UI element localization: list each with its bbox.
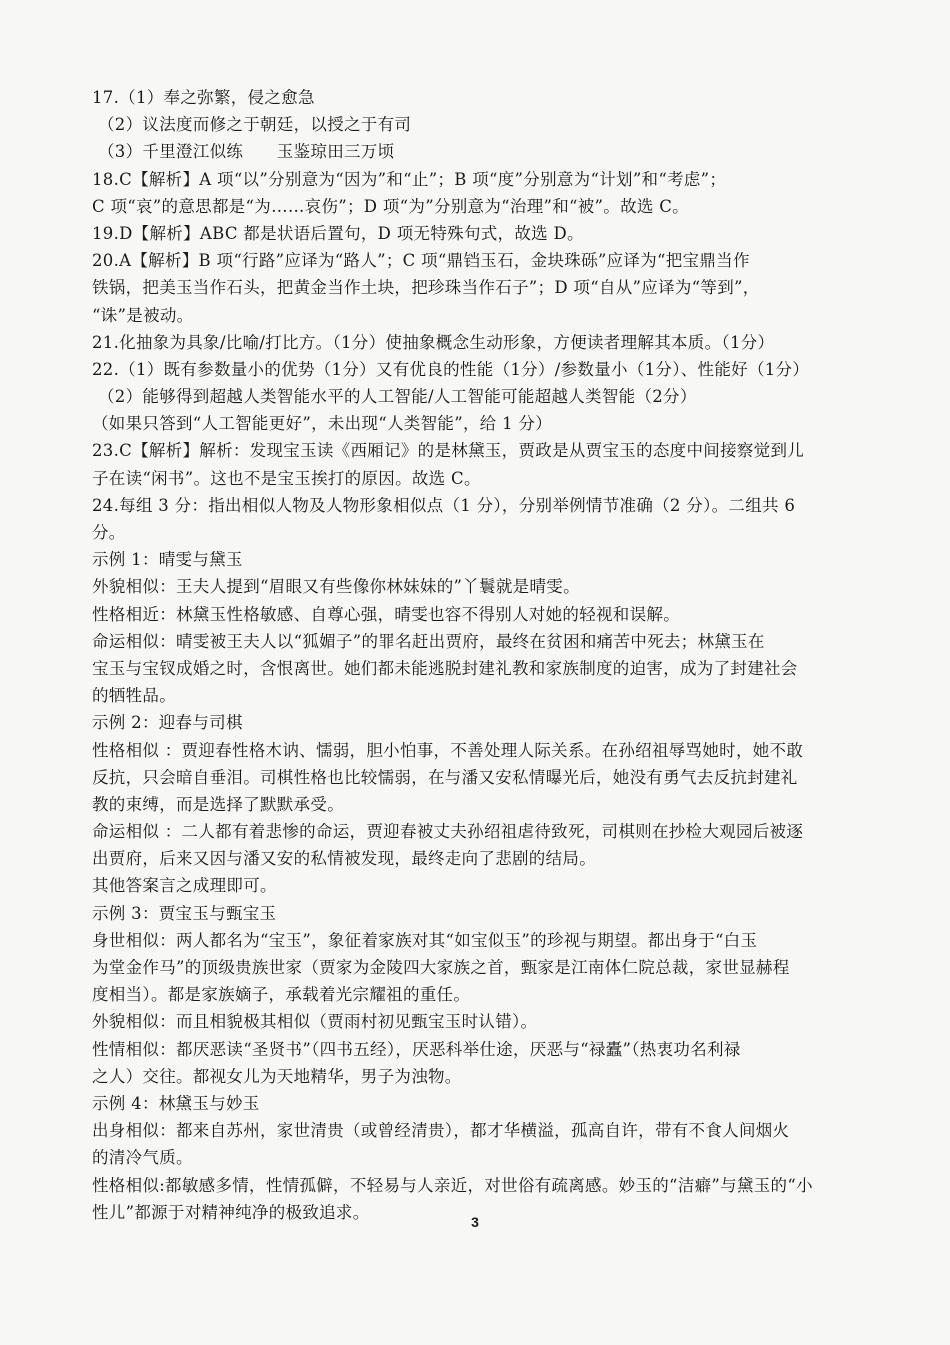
text-line: （3）千里澄江似练 玉鉴琼田三万顷 <box>98 142 395 162</box>
text-line: 示例 4：林黛玉与妙玉 <box>92 1093 260 1113</box>
text-line: 22.（1）既有参数量小的优势（1分）又有优良的性能（1分）/参数量小（1分）、性能好（1分） <box>92 359 810 379</box>
text-line: 铁锅，把美玉当作石头，把黄金当作土块，把珍珠当作石子”；D 项“自从”应译为“等到”， <box>92 278 760 298</box>
text-line: 出贾府，后来又因与潘又安的私情被发现，最终走向了悲剧的结局。 <box>92 849 596 869</box>
text-line: 外貌相似：王夫人提到“眉眼又有些像你林妹妹的”丫鬟就是晴雯。 <box>92 577 580 597</box>
text-line: 反抗，只会暗自垂泪。司棋性格也比较懦弱，在与潘又安私情曝光后，她没有勇气去反抗封建礼 <box>92 767 798 787</box>
text-line: 性格相近：林黛玉性格敏感、自尊心强，晴雯也容不得别人对她的轻视和误解。 <box>92 604 680 624</box>
text-line: 宝玉与宝钗成婚之时，含恨离世。她们都未能逃脱封建礼教和家族制度的迫害，成为了封建社会 <box>92 658 798 678</box>
text-line: 外貌相似：而且相貌极其相似（贾雨村初见甄宝玉时认错）。 <box>92 1012 538 1032</box>
text-line: 子在读“闲书”。这也不是宝玉挨打的原因。故选 C。 <box>92 468 481 488</box>
text-line: （2）议法度而修之于朝廷，以授之于有司 <box>98 115 412 135</box>
text-line: 19.D【解析】ABC 都是状语后置句，D 项无特殊句式，故选 D。 <box>92 223 584 243</box>
text-line: 示例 2：迎春与司棋 <box>92 713 243 733</box>
text-line: 之人）交往。都视女儿为天地精华，男子为浊物。 <box>92 1066 462 1086</box>
text-line: 出身相似：都来自苏州，家世清贵（或曾经清贵），都才华横溢，孤高自许，带有不食人间烟火 <box>92 1121 790 1141</box>
text-line: 性格相似:都敏感多情，性情孤僻，不轻易与人亲近，对世俗有疏离感。妙玉的“洁癖”与黛玉的“小 <box>92 1175 813 1195</box>
text-line: 性格相似 ：贾迎春性格木讷、懦弱，胆小怕事，不善处理人际关系。在孙绍祖辱骂她时，她不敢 <box>92 740 804 760</box>
text-line: 23.C【解析】解析：发现宝玉读《西厢记》的是林黛玉，贾政是从贾宝玉的态度中间接察觉到儿 <box>92 441 805 461</box>
text-line: 17.（1）奉之弥繁，侵之愈急 <box>92 88 315 107</box>
text-line: 的清冷气质。 <box>92 1148 193 1168</box>
text-line: 其他答案言之成理即可。 <box>92 876 277 896</box>
text-line: 21.化抽象为具象/比喻/打比方。（1分）使抽象概念生动形象，方便读者理解其本质。（1分） <box>92 332 775 352</box>
text-line: 教的束缚，而是选择了默默承受。 <box>92 794 344 814</box>
text-line: C 项“哀”的意思都是“为……哀伤”；D 项“为”分别意为“治理”和“被”。故选 C。 <box>92 196 689 216</box>
text-line: 性情相似：都厌恶读“圣贤书”（四书五经），厌恶科举仕途，厌恶与“禄蠹”（热衷功名利禄 <box>92 1039 741 1059</box>
text-line: 18.C【解析】A 项“以”分别意为“因为”和“止”；B 项“度”分别意为“计划”和“考虑”； <box>92 169 727 189</box>
text-line: （2）能够得到超越人类智能水平的人工智能/人工智能可能超越人类智能（2分） <box>98 387 697 407</box>
text-line: 性儿”都源于对精神纯净的极致追求。 <box>92 1202 370 1222</box>
text-line: “诛”是被动。 <box>92 305 194 325</box>
text-line: （如果只答到“人工智能更好”，未出现“人类智能”，给 1 分） <box>92 414 553 434</box>
text-line: 的牺牲品。 <box>92 686 176 706</box>
text-line: 身世相似：两人都名为“宝玉”，象征着家族对其“如宝似玉”的珍视与期望。都出身于“白玉 <box>92 930 758 950</box>
text-line: 24.每组 3 分：指出相似人物及人物形象相似点（1 分），分别举例情节准确（2 分）。二组共 6 <box>92 495 796 515</box>
text-line: 20.A【解析】B 项“行路”应译为“路人”；C 项“鼎铛玉石，金块珠砾”应译为“把宝鼎当作 <box>92 251 750 271</box>
text-line: 示例 1：晴雯与黛玉 <box>92 550 243 570</box>
text-line: 为堂金作马”的顶级贵族世家（贾家为金陵四大家族之首，甄家是江南体仁院总裁，家世显赫程 <box>92 958 790 977</box>
text-line: 命运相似：晴雯被王夫人以“狐媚子”的罪名赶出贾府，最终在贫困和痛苦中死去；林黛玉在 <box>92 631 765 651</box>
page-number: 3 <box>471 1214 479 1230</box>
text-line: 示例 3：贾宝玉与甄宝玉 <box>92 903 277 923</box>
text-line: 度相当）。都是家族嫡子，承载着光宗耀祖的重任。 <box>92 985 471 1005</box>
text-line: 分。 <box>92 523 126 542</box>
answer-content <box>92 84 872 1226</box>
text-line: 命运相似 ：二人都有着悲惨的命运，贾迎春被丈夫孙绍祖虐待致死，司棋则在抄检大观园后被逐 <box>92 822 804 842</box>
